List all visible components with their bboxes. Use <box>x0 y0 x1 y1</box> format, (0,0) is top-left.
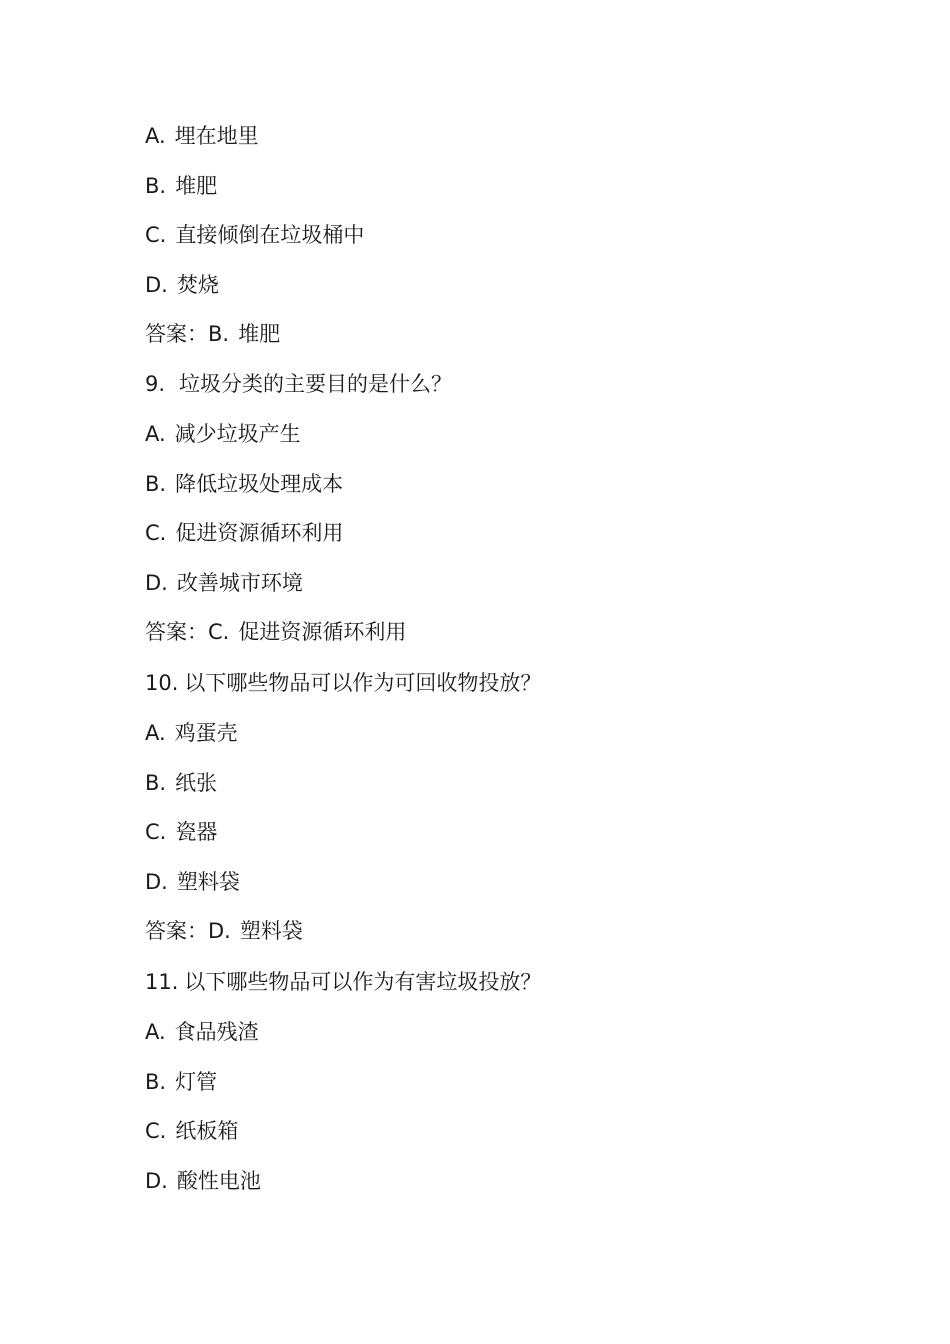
option-label: C. <box>145 521 167 545</box>
option-line <box>145 817 217 847</box>
option-label: C. <box>145 1119 167 1143</box>
option-text: 灯管 <box>175 1070 218 1094</box>
question-line <box>145 369 452 399</box>
option-line <box>145 718 238 748</box>
option-line <box>145 867 240 897</box>
option-label: A. <box>145 422 166 446</box>
option-label: C. <box>145 820 167 844</box>
option-line <box>145 469 343 499</box>
option-text: 减少垃圾产生 <box>174 422 301 446</box>
option-line <box>145 768 217 798</box>
answer-line <box>145 617 406 647</box>
option-line <box>145 1017 259 1047</box>
option-label: A. <box>145 124 166 148</box>
option-label: B. <box>145 1070 167 1094</box>
option-text: 埋在地里 <box>174 124 259 148</box>
option-label: A. <box>145 1020 166 1044</box>
option-text: 瓷器 <box>175 820 218 844</box>
answer-label: 答案：D. <box>145 919 231 943</box>
option-line <box>145 1166 261 1196</box>
question-text: 以下哪些物品可以作为可回收物投放？ <box>184 671 542 695</box>
answer-text: 塑料袋 <box>239 919 303 943</box>
option-text: 塑料袋 <box>176 870 240 894</box>
answer-line <box>145 916 303 946</box>
option-text: 促进资源循环利用 <box>175 521 344 545</box>
option-text: 焚烧 <box>176 273 219 297</box>
answer-text: 促进资源循环利用 <box>238 620 407 644</box>
option-text: 直接倾倒在垃圾桶中 <box>175 223 365 247</box>
question-text: 垃圾分类的主要目的是什么？ <box>179 372 453 396</box>
option-label: D. <box>145 1169 168 1193</box>
option-line <box>145 171 217 201</box>
option-line <box>145 220 364 250</box>
answer-label: 答案：B. <box>145 322 230 346</box>
answer-line <box>145 319 280 349</box>
option-label: D. <box>145 571 168 595</box>
option-text: 酸性电池 <box>176 1169 261 1193</box>
option-text: 鸡蛋壳 <box>174 721 238 745</box>
option-label: D. <box>145 870 168 894</box>
option-text: 纸板箱 <box>175 1119 239 1143</box>
question-text: 以下哪些物品可以作为有害垃圾投放？ <box>184 970 542 994</box>
option-line <box>145 1067 217 1097</box>
option-text: 降低垃圾处理成本 <box>175 472 344 496</box>
answer-text: 堆肥 <box>238 322 281 346</box>
option-line <box>145 419 301 449</box>
option-text: 食品残渣 <box>174 1020 259 1044</box>
question-number: 9. <box>145 372 166 396</box>
option-text: 堆肥 <box>175 174 218 198</box>
option-line <box>145 1116 238 1146</box>
option-label: C. <box>145 223 167 247</box>
question-number: 11. <box>145 970 179 994</box>
answer-label: 答案：C. <box>145 620 230 644</box>
option-line <box>145 518 343 548</box>
option-line <box>145 568 303 598</box>
option-label: D. <box>145 273 168 297</box>
option-label: B. <box>145 472 167 496</box>
question-line <box>145 967 541 997</box>
question-line <box>145 668 541 698</box>
option-text: 改善城市环境 <box>176 571 303 595</box>
option-line <box>145 270 219 300</box>
option-text: 纸张 <box>175 771 218 795</box>
option-line <box>145 121 259 151</box>
option-label: A. <box>145 721 166 745</box>
question-number: 10. <box>145 671 179 695</box>
option-label: B. <box>145 174 167 198</box>
option-label: B. <box>145 771 167 795</box>
